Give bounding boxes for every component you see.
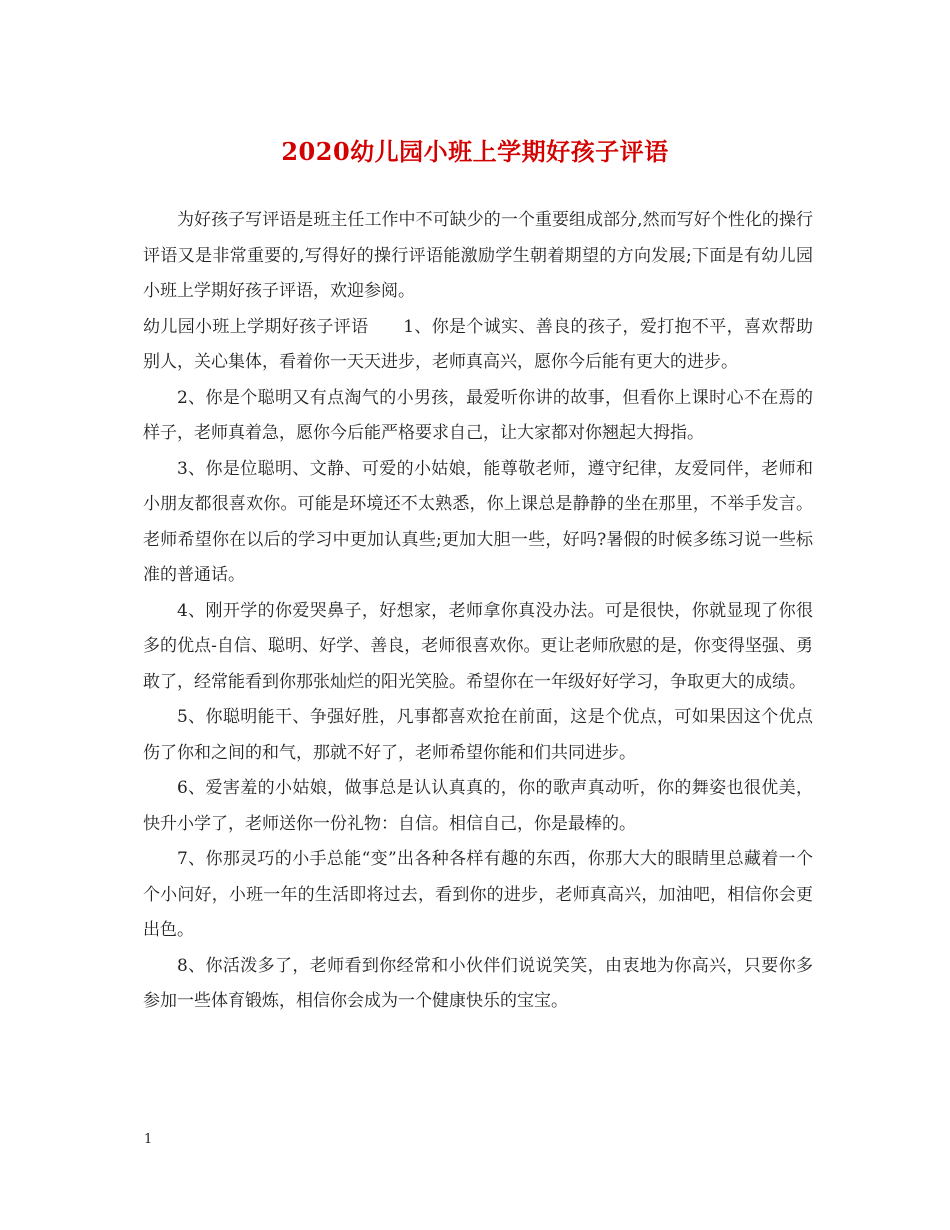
document-title: 2020幼儿园小班上学期好孩子评语 xyxy=(281,137,669,166)
comment-paragraph-6: 6、爱害羞的小姑娘，做事总是认认真真的，你的歌声真动听，你的舞姿也很优美，快升小学了，老师送你一份礼物：自信。相信自己，你是最棒的。 xyxy=(143,778,813,834)
comment-paragraph-7: 7、你那灵巧的小手总能“变”出各种各样有趣的东西，你那大大的眼睛里总藏着一个个小问好，小班一年的生活即将过去，看到你的进步，老师真高兴，加油吧，相信你会更出色。 xyxy=(143,849,813,940)
comment-paragraph-8: 8、你活泼多了，老师看到你经常和小伙伴们说说笑笑，由衷地为你高兴，只要你多参加一些体育锻炼，相信你会成为一个健康快乐的宝宝。 xyxy=(143,955,813,1011)
comment-paragraph-4: 4、刚开学的你爱哭鼻子，好想家，老师拿你真没办法。可是很快，你就显现了你很多的优点-自信、聪明、好学、善良，老师很喜欢你。更让老师欣慰的是，你变得坚强、勇敢了，经常能看到你那张灿烂的阳光笑脸。希望你在一年级好好学习，争取更大的成绩。 xyxy=(143,600,813,692)
intro-paragraph: 为好孩子写评语是班主任工作中不可缺少的一个重要组成部分,然而写好个性化的操行评语又是非常重要的,写得好的操行评语能激励学生朝着期望的方向发展;下面是有幼儿园小班上学期好孩子评语，欢迎参阅。 xyxy=(143,210,813,301)
document-body xyxy=(143,203,813,1020)
page-number: 1 xyxy=(144,1132,153,1147)
comment-paragraph-1: 幼儿园小班上学期好孩子评语 1、你是个诚实、善良的孩子，爱打抱不平，喜欢帮助别人，关心集体，看着你一天天进步，老师真高兴，愿你今后能有更大的进步。 xyxy=(143,316,813,372)
comment-paragraph-3: 3、你是位聪明、文静、可爱的小姑娘，能尊敬老师，遵守纪律，友爱同伴，老师和小朋友都很喜欢你。可能是环境还不太熟悉，你上课总是静静的坐在那里，不举手发言。老师希望你在以后的学习中更加认真些;更加大胆一些，好吗?暑假的时候多练习说一些标准的普通话。 xyxy=(143,458,813,585)
comment-paragraph-5: 5、你聪明能干、争强好胜，凡事都喜欢抢在前面，这是个优点，可如果因这个优点伤了你和之间的和气，那就不好了，老师希望你能和们共同进步。 xyxy=(143,707,813,763)
comment-paragraph-2: 2、你是个聪明又有点淘气的小男孩，最爱听你讲的故事，但看你上课时心不在焉的样子，老师真着急，愿你今后能严格要求自己，让大家都对你翘起大拇指。 xyxy=(143,387,813,443)
